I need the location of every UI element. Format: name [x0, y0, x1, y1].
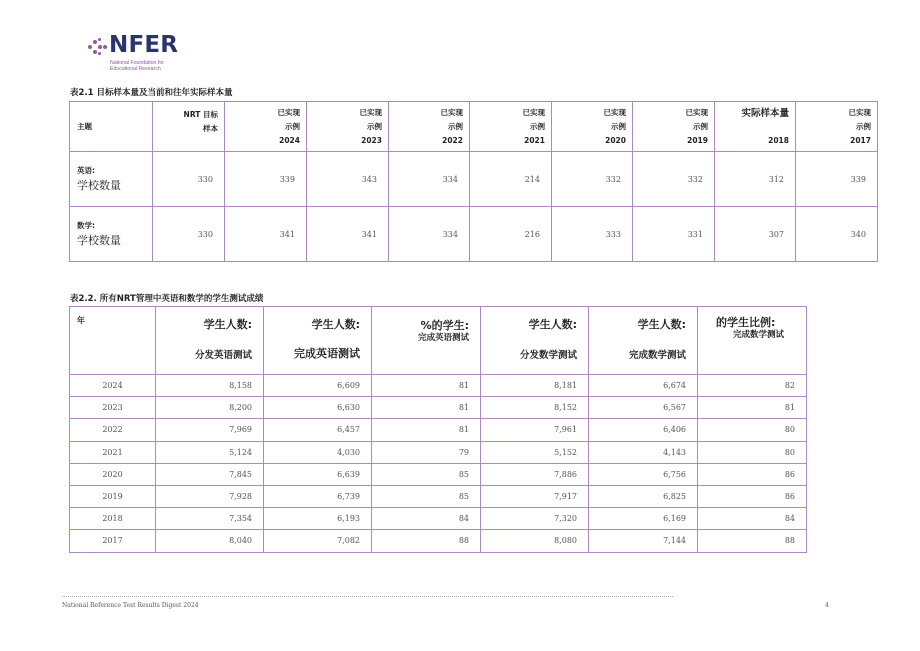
cell: 8,158: [156, 375, 264, 397]
header-2020: 已实现 示例 2020: [552, 102, 633, 152]
cell: 6,567: [589, 397, 698, 419]
cell: 332: [633, 152, 715, 207]
cell: 214: [470, 152, 552, 207]
footer-title: National Reference Test Results Digest 2024: [62, 602, 199, 609]
table-row: [70, 463, 807, 485]
cell-target: 330: [153, 152, 225, 207]
cell: 81: [698, 397, 807, 419]
table-row: [70, 397, 807, 419]
table-header-row: [70, 102, 878, 152]
logo-subtitle: National Foundation for Educational Research: [110, 60, 164, 72]
cell: 216: [470, 207, 552, 262]
cell-year: 2022: [70, 419, 156, 441]
cell: 7,082: [264, 530, 372, 552]
page-number: 4: [825, 602, 829, 609]
cell: 80: [698, 441, 807, 463]
table-row: [70, 207, 878, 262]
table-row: [70, 485, 807, 507]
cell: 6,406: [589, 419, 698, 441]
cell: 8,200: [156, 397, 264, 419]
table-row: [70, 419, 807, 441]
cell: 86: [698, 463, 807, 485]
cell: 331: [633, 207, 715, 262]
cell: 6,630: [264, 397, 372, 419]
cell: 88: [372, 530, 481, 552]
table-row: [70, 441, 807, 463]
cell: 79: [372, 441, 481, 463]
cell-year: 2017: [70, 530, 156, 552]
cell: 6,674: [589, 375, 698, 397]
cell: 7,845: [156, 463, 264, 485]
table-row: [70, 152, 878, 207]
cell: 6,639: [264, 463, 372, 485]
header-english-completed: 学生人数: 完成英语测试: [264, 307, 372, 375]
cell: 81: [372, 419, 481, 441]
cell: 312: [715, 152, 796, 207]
cell: 340: [796, 207, 878, 262]
row-label: 数学: 学校数量: [70, 207, 153, 262]
cell: 339: [225, 152, 307, 207]
cell: 81: [372, 375, 481, 397]
cell-year: 2019: [70, 485, 156, 507]
logo-dots-icon: [88, 38, 108, 56]
row-label: 英语: 学校数量: [70, 152, 153, 207]
header-2019: 已实现 示例 2019: [633, 102, 715, 152]
cell: 7,969: [156, 419, 264, 441]
cell: 80: [698, 419, 807, 441]
cell: 334: [389, 152, 470, 207]
cell-year: 2024: [70, 375, 156, 397]
cell-year: 2020: [70, 463, 156, 485]
cell: 4,030: [264, 441, 372, 463]
cell: 84: [372, 508, 481, 530]
table-row: [70, 508, 807, 530]
table2-caption: 表2.2. 所有NRT管理中英语和数学的学生测试成绩: [70, 294, 264, 304]
cell: 7,320: [481, 508, 589, 530]
header-year: 年: [70, 307, 156, 375]
table-row: [70, 375, 807, 397]
cell: 7,886: [481, 463, 589, 485]
cell: 6,193: [264, 508, 372, 530]
header-maths-issued: 学生人数: 分发数学测试: [481, 307, 589, 375]
cell: 332: [552, 152, 633, 207]
cell: 334: [389, 207, 470, 262]
cell: 8,080: [481, 530, 589, 552]
cell: 6,457: [264, 419, 372, 441]
header-2018: 实际样本量 2018: [715, 102, 796, 152]
cell: 88: [698, 530, 807, 552]
header-2022: 已实现 示例 2022: [389, 102, 470, 152]
header-maths-percent: 的学生比例: 完成数学测试: [698, 307, 807, 375]
cell: 6,169: [589, 508, 698, 530]
cell: 7,961: [481, 419, 589, 441]
cell: 5,152: [481, 441, 589, 463]
table-header-row: [70, 307, 807, 375]
cell: 343: [307, 152, 389, 207]
cell: 8,181: [481, 375, 589, 397]
header-2017: 已实现 示例 2017: [796, 102, 878, 152]
logo-wordmark: NFER: [109, 32, 179, 58]
cell: 339: [796, 152, 878, 207]
cell: 7,354: [156, 508, 264, 530]
cell: 6,825: [589, 485, 698, 507]
cell: 6,609: [264, 375, 372, 397]
cell: 6,756: [589, 463, 698, 485]
cell: 307: [715, 207, 796, 262]
cell: 86: [698, 485, 807, 507]
header-2021: 已实现 示例 2021: [470, 102, 552, 152]
cell: 333: [552, 207, 633, 262]
table-row: [70, 530, 807, 552]
cell: 85: [372, 485, 481, 507]
header-2024: 已实现 示例 2024: [225, 102, 307, 152]
cell: 6,739: [264, 485, 372, 507]
cell: 8,040: [156, 530, 264, 552]
cell: 81: [372, 397, 481, 419]
cell: 5,124: [156, 441, 264, 463]
header-2023: 已实现 示例 2023: [307, 102, 389, 152]
footer-divider: [62, 596, 673, 597]
table1-caption: 表2.1 目标样本量及当前和往年实际样本量: [70, 88, 233, 98]
cell: 82: [698, 375, 807, 397]
header-maths-completed: 学生人数: 完成数学测试: [589, 307, 698, 375]
cell: 8,152: [481, 397, 589, 419]
header-target: NRT 目标 样本: [153, 102, 225, 152]
cell: 7,144: [589, 530, 698, 552]
cell: 341: [225, 207, 307, 262]
test-outcomes-table: [69, 306, 807, 553]
cell: 341: [307, 207, 389, 262]
cell: 4,143: [589, 441, 698, 463]
sample-size-table: [69, 101, 878, 262]
header-english-issued: 学生人数: 分发英语测试: [156, 307, 264, 375]
cell-year: 2023: [70, 397, 156, 419]
cell: 7,917: [481, 485, 589, 507]
cell: 84: [698, 508, 807, 530]
header-english-percent: %的学生: 完成英语测试: [372, 307, 481, 375]
nfer-logo: [88, 34, 198, 76]
cell-target: 330: [153, 207, 225, 262]
cell: 85: [372, 463, 481, 485]
cell-year: 2018: [70, 508, 156, 530]
cell-year: 2021: [70, 441, 156, 463]
cell: 7,928: [156, 485, 264, 507]
header-subject: 主题: [70, 102, 153, 152]
